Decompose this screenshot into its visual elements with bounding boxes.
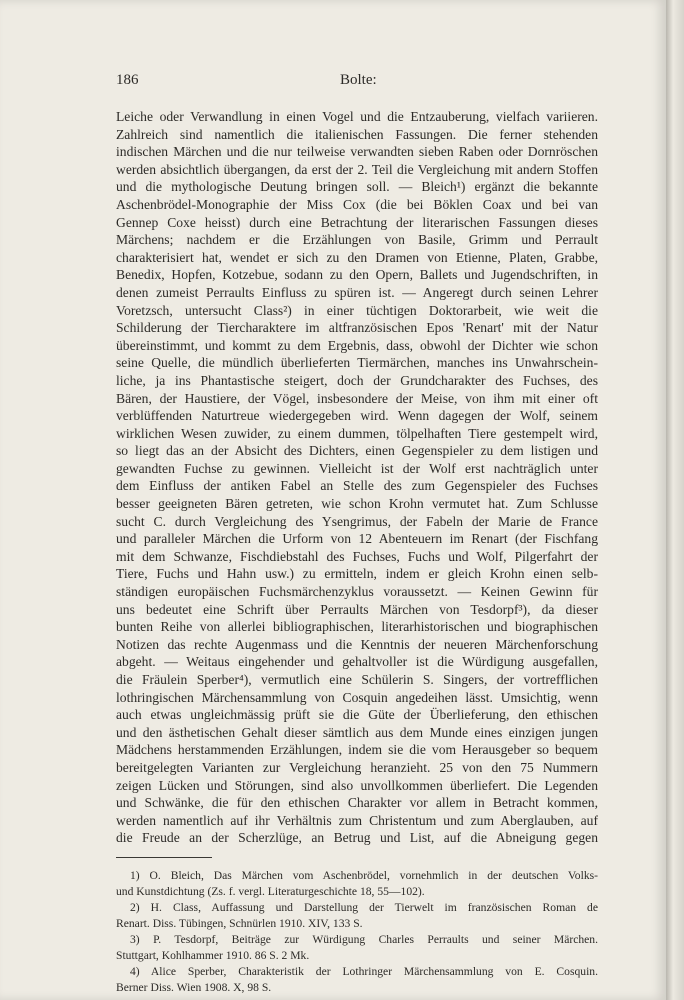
body-text <box>116 108 598 847</box>
text-line: lothringischen Märchensammlung von Cosquin angedeihen lässt. Umsichtig, wenn <box>116 689 598 705</box>
text-line: so liegt das an der Absicht des Dichters, einen Gegenspieler zu dem listigen und <box>116 443 598 459</box>
text-line: besser geeigneten Bären getreten, wie schon Krohn vermutet hat. Zum Schlusse <box>116 496 598 512</box>
text-line: indischen Märchen und die nur teilweise verwandten sieben Raben oder Dornröschen <box>116 144 598 160</box>
text-line: liche, ja ins Phantastische steigert, doch der Grundcharakter des Fuchses, des <box>116 372 598 388</box>
page-edge <box>666 0 684 1000</box>
text-line: übereinstimmt, und kommt zu dem Ergebnis, dass, obwohl der Dichter wie schon <box>116 337 598 353</box>
footnote-line: Berner Diss. Wien 1908. X, 98 S. <box>116 980 272 994</box>
text-line: denen zumeist Perraults Einfluss zu spüren ist. — Angeregt durch seinen Lehrer <box>116 284 598 300</box>
footnotes <box>116 868 598 996</box>
text-line: und den ästhetischen Gehalt dieser sämtlich aus dem Munde eines einzigen jungen <box>116 724 598 740</box>
page-content <box>116 72 598 996</box>
text-line: auch etwas ungleichmässig prüft sie die Güte der Überlieferung, den ethischen <box>116 707 598 723</box>
text-line: Benedix, Hopfen, Kotzebue, sodann zu den Opern, Ballets und Jugendschriften, in <box>116 267 598 283</box>
text-line: ständigen europäischen Fuchsmärchenzyklus voraussetzt. — Keinen Gewinn für <box>116 584 598 600</box>
footnote-line: 3) P. Tesdorpf, Beiträge zur Würdigung Charles Perraults und seiner Märchen. <box>130 932 598 946</box>
text-line: gewandten Fuchse zu gewinnen. Vielleicht ist der Wolf erst nachträglich unter <box>116 460 598 476</box>
page-header <box>116 72 598 96</box>
text-line: die Fräulein Sperber⁴), vermutlich eine Schülerin S. Singers, der vortrefflichen <box>116 672 598 687</box>
text-line: und paralleler Märchen die Urform von 12 Abenteuern im Renart (der Fischfang <box>116 531 598 547</box>
text-line: Notizen das rechte Augenmass und die Kenntnis der neueren Märchenforschung <box>116 636 598 652</box>
text-line: Gennep Coxe heisst) durch eine Betrachtung der literarischen Fassungen dieses <box>116 214 598 230</box>
text-line: Märchens; nachdem er die Erzählungen von Basile, Grimm und Perrault <box>116 232 598 248</box>
text-line: wirklichen Wesen zuwider, zu einem dummen, tölpelhaften Tiere gestempelt wird, <box>116 425 598 441</box>
text-line: Bären, der Haustiere, der Vögel, insbesondere der Meise, von ihm mit einer oft <box>116 390 598 406</box>
text-line: uns bedeutet eine Schrift über Perraults Märchen von Tesdorpf³), da dieser <box>116 601 598 617</box>
running-head: Bolte: <box>340 72 377 88</box>
text-line: mit dem Schwanze, Fischdiebstahl des Fuchses, Fuchs und Wolf, Pilgerfahrt der <box>116 548 598 564</box>
footnote-rule <box>116 857 212 858</box>
text-line: Mädchens herstammenden Erzählungen, indem sie die vom Herausgeber so bequem <box>116 742 598 758</box>
text-line: bunten Reihe von allerlei bibliographischen, literarhistorischen und biographischen <box>116 619 598 635</box>
text-line: charakterisiert hat, wendet er sich zu den Dramen von Etienne, Platen, Grabbe, <box>116 249 598 265</box>
footnote-line: 1) O. Bleich, Das Märchen vom Aschenbrödel, vornehmlich in der deutschen Volks- <box>130 868 598 882</box>
text-line: Zahlreich sind namentlich die italienischen Fassungen. Die ferner stehenden <box>116 126 598 142</box>
footnote-line: Stuttgart, Kohlhammer 1910. 86 S. 2 Mk. <box>116 948 310 962</box>
footnote-line: Renart. Diss. Tübingen, Schnürlen 1910. XIV, 133 S. <box>116 916 363 930</box>
text-line: verblüffenden Naturtreue wiedergegeben wird. Wenn dagegen der Wolf, seinem <box>116 408 598 424</box>
text-line: Schilderung der Tiercharaktere im altfranzösischen Epos 'Renart' mit der Natur <box>116 320 598 336</box>
text-line: seine Quelle, die mündlich überlieferten Tiermärchen, manches ins Unwahrschein- <box>116 355 598 371</box>
text-line: Leiche oder Verwandlung in einen Vogel und die Entzauberung, vielfach variieren. <box>116 109 598 124</box>
text-line: werden namentlich auf ihr Verhältnis zum Christentum und zum Aberglauben, auf <box>116 812 598 828</box>
footnote-line: 2) H. Class, Auffassung und Darstellung der Tierwelt im französischen Roman de <box>130 900 598 914</box>
footnote-line: 4) Alice Sperber, Charakteristik der Lothringer Märchensammlung von E. Cosquin. <box>130 964 598 978</box>
text-line: dem Einfluss der antiken Fabel an Stelle des zum Gegenspieler des Fuchses <box>116 478 598 494</box>
text-line: bereitgelegten Varianten zur Vergleichung heranzieht. 25 von den 75 Nummern <box>116 759 598 775</box>
text-line: und Schwänke, die für den ethischen Charakter vor allem in Betracht kommen, <box>116 795 598 811</box>
text-line: und die mythologische Deutung bringen soll. — Bleich¹) ergänzt die bekannte <box>116 179 598 195</box>
page-number: 186 <box>116 72 139 88</box>
text-line: werden absichtlich übergangen, da erst der 2. Teil die Vergleichung mit andern Stoffen <box>116 161 598 177</box>
text-line: Voretzsch, untersucht Class²) in einer tüchtigen Doktorarbeit, wie weit die <box>116 302 598 318</box>
text-line: Aschenbrödel-Monographie der Miss Cox (die bei Böklen Coax und bei van <box>116 196 598 212</box>
text-line: abgeht. — Weitaus eingehender und gehaltvoller ist die Würdigung ausgefallen, <box>116 654 598 670</box>
text-line: die Freude an der Scherzlüge, an Betrug und List, auf die Abneigung gegen <box>116 830 598 846</box>
footnote-line: und Kunstdichtung (Zs. f. vergl. Literaturgeschichte 18, 55—102). <box>116 884 425 898</box>
text-line: zeigen Lücken und Störungen, sind also unvollkommen überliefert. Die Legenden <box>116 777 598 793</box>
text-line: Tiere, Fuchs und Hahn usw.) zu ermitteln, indem er gleich Krohn einen selb- <box>116 566 598 582</box>
text-line: sucht C. durch Vergleichung des Ysengrimus, der Fabeln der Marie de France <box>116 513 598 529</box>
